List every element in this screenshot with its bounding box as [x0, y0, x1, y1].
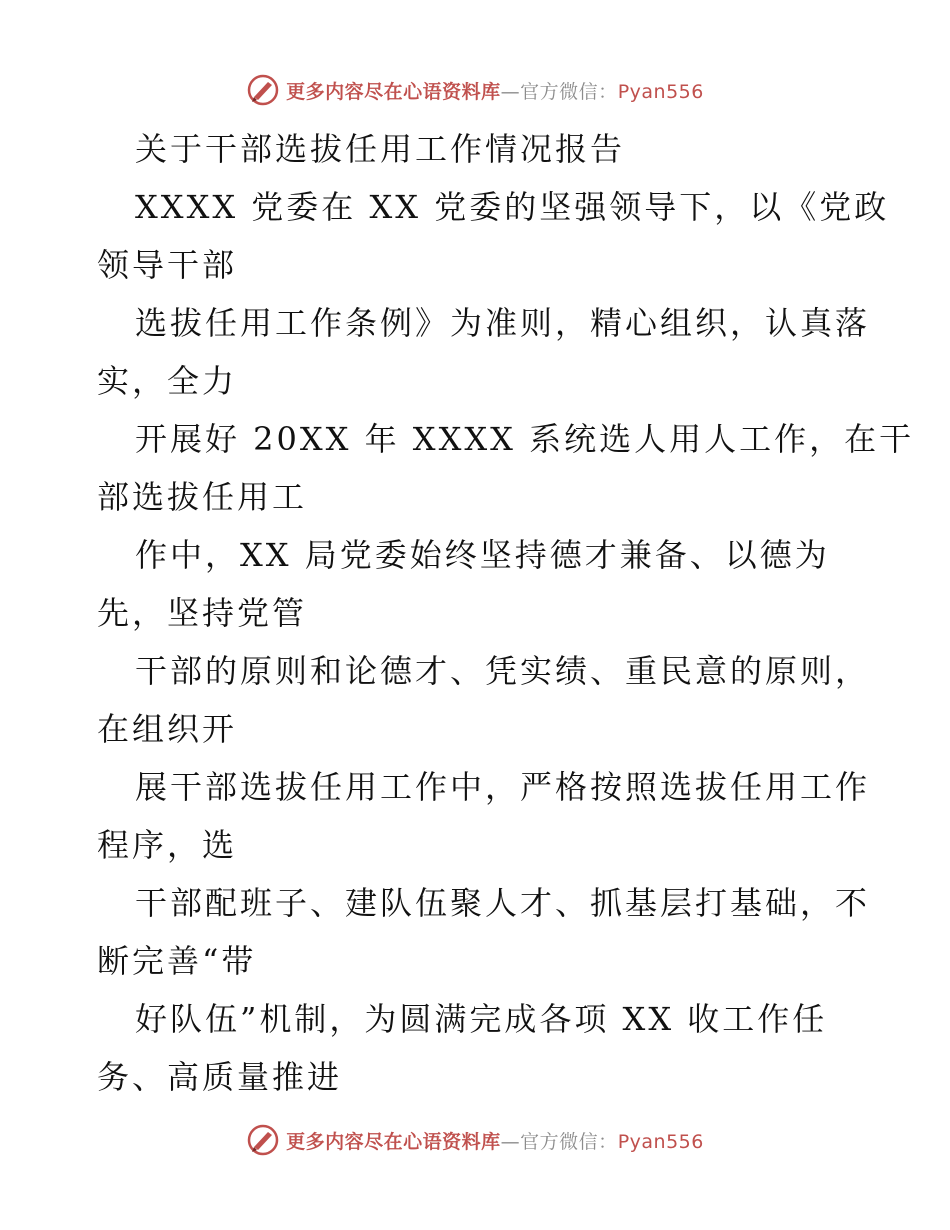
header-watermark: [0, 70, 950, 110]
body-line: 展干部选拔任用工作中，严格按照选拔任用工作: [135, 768, 871, 806]
document-title: 关于干部选拔任用工作情况报告: [135, 130, 626, 168]
pen-circle-logo-icon: [246, 73, 280, 107]
body-line: 先，坚持党管: [97, 594, 308, 632]
watermark-wechat-label: 官方微信：: [520, 80, 618, 103]
watermark-dash: —: [500, 1130, 521, 1153]
footer-watermark: [0, 1120, 950, 1160]
pen-circle-logo-icon: [246, 1123, 280, 1157]
body-line: 领导干部: [97, 246, 238, 284]
body-line: 选拔任用工作条例》为准则，精心组织，认真落: [135, 304, 871, 342]
watermark-wechat-id: Pyan556: [617, 80, 704, 103]
body-line: 断完善“带: [97, 942, 257, 980]
body-line: 务、高质量推进: [97, 1058, 343, 1096]
body-line: XXXX 党委在 XX 党委的坚强领导下，以《党政: [135, 188, 890, 226]
body-line: 实，全力: [97, 362, 238, 400]
body-line: 好队伍”机制，为圆满完成各项 XX 收工作任: [135, 1000, 828, 1038]
watermark-dash: —: [500, 80, 521, 103]
body-line: 在组织开: [97, 710, 238, 748]
watermark-wechat-label: 官方微信：: [520, 1130, 618, 1153]
watermark-brand-text: 更多内容尽在心语资料库: [286, 80, 501, 103]
watermark-wechat-id: Pyan556: [617, 1130, 704, 1153]
body-line: 部选拔任用工: [97, 478, 308, 516]
body-line: 干部配班子、建队伍聚人才、抓基层打基础，不: [135, 884, 871, 922]
watermark-brand-text: 更多内容尽在心语资料库: [286, 1130, 501, 1153]
body-line: 程序，选: [97, 826, 238, 864]
body-line: 开展好 20XX 年 XXXX 系统选人用人工作，在干: [135, 420, 915, 458]
body-line: 作中，XX 局党委始终坚持德才兼备、以德为: [135, 536, 830, 574]
body-line: 干部的原则和论德才、凭实绩、重民意的原则，: [135, 652, 871, 690]
